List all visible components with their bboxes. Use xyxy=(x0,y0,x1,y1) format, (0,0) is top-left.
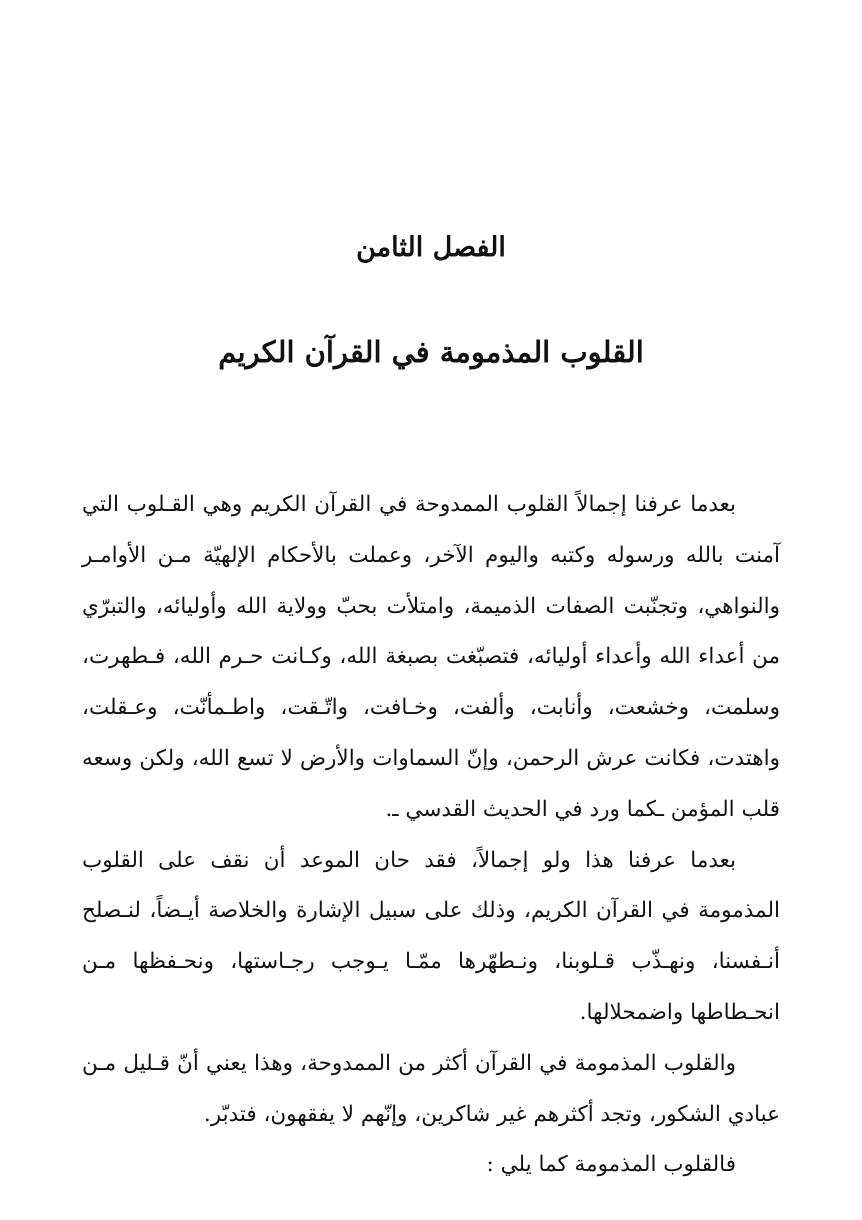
paragraph-praised-hearts: بعدما عرفنا إجمالاً القلوب الممدوحة في القرآن الكريم وهي القـلوب التي آمنت بالله ورسوله وكتبه واليوم الآخر، وعملت بالأحكام الإلهيّة مـن الأوامـر والنواهي، وتجنّبت الصفات الذميمة، وامتلأت بحبّ وولاية الله وأوليائه، والتبرّي من أعداء الله وأعداء أوليائه، فتصبّغت بصبغة الله، وكـانت حـرم الله، فـطهرت، وسلمت، وخشعت، وأنابت، وألفت، وخـافت، واتّـقت، واطـمأنّت، وعـقلت، واهتدت، فكانت عرش الرحمن، وإنّ السماوات والأرض لا تسع الله، ولكن وسعه قلب المؤمن ـكما ورد في الحديث القدسي ـ. xyxy=(82,492,780,822)
body-text xyxy=(82,480,780,1191)
chapter-title: القلوب المذمومة في القرآن الكريم xyxy=(218,335,644,369)
paragraph-condemned-intro: بعدما عرفنا هذا ولو إجمالاً، فقد حان الموعد أن نقف على القلوب المذمومة في القرآن الكريم، وذلك على سبيل الإشارة والخلاصة أيـضاً، لنـصلح أنـفسنا، ونهـذّب قـلوبنا، ونـطهّرها ممّـا يـوجب رجـاستها، ونحـفظها مـن انحـطاطها واضمحلالها. xyxy=(82,847,780,1025)
paragraph-list-lead: فالقلوب المذمومة كما يلي : xyxy=(486,1152,736,1178)
paragraph-condemned-more: والقلوب المذمومة في القرآن أكثر من الممدوحة، وهذا يعني أنّ قـليل مـن عبادي الشكور، وتجد أكثرهم غير شاكرين، وإنّهم لا يفقهون، فتدبّر. xyxy=(82,1050,780,1127)
chapter-number-heading: الفصل الثامن xyxy=(356,232,506,263)
